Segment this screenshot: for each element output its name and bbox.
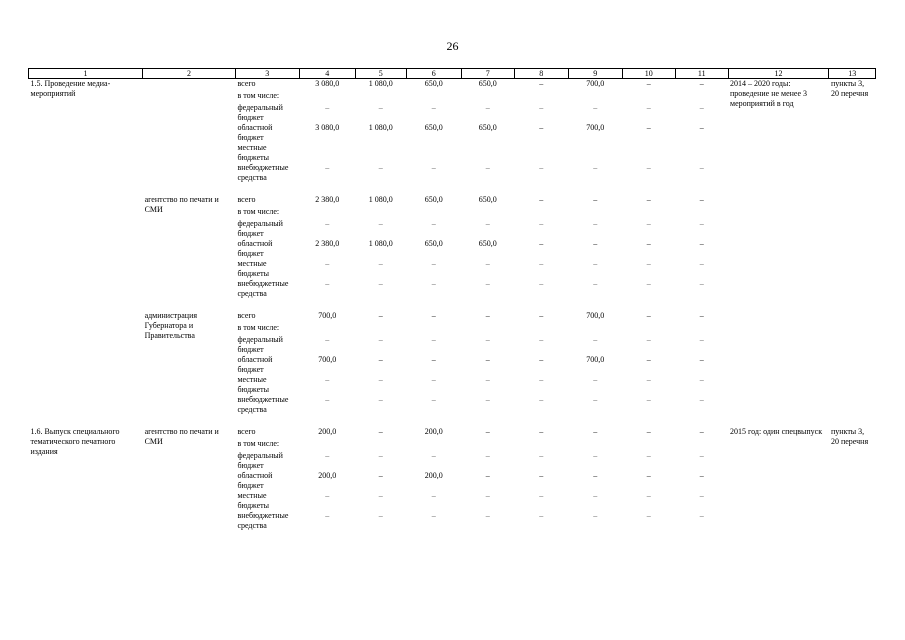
executor-cell: администрация Губернатора и Правительства [144, 310, 198, 340]
column-number-8: 8 [514, 69, 569, 79]
value-cell-col-8: – [539, 194, 544, 204]
value-cell-col-11 [676, 143, 728, 163]
value-cell-col-6: 650,0 [424, 79, 443, 88]
value-cell-col-5: – [378, 354, 383, 364]
value-cell-col-5: – [378, 374, 383, 384]
value-cell-col-9: 700,0 [586, 310, 605, 320]
value-cell-col-5: – [378, 510, 383, 520]
value-cell-col-7 [462, 439, 514, 451]
value-cell-col-9: – [593, 194, 598, 204]
value-cell-col-5: 1 080,0 [368, 194, 393, 204]
value-cell-col-8: – [539, 394, 544, 404]
value-cell-col-6: – [431, 258, 436, 268]
value-cell-col-9: – [593, 162, 598, 172]
value-cell-col-7: – [485, 278, 490, 288]
value-cell-col-4: – [325, 510, 330, 520]
value-cell-col-4: 3 080,0 [315, 122, 340, 132]
value-cell-col-6: – [431, 394, 436, 404]
value-cell-col-10: – [646, 278, 651, 288]
value-cell-col-10: – [646, 122, 651, 132]
value-cell-col-8 [514, 91, 569, 103]
value-cell-col-7: – [485, 310, 490, 320]
expected-result-cell: 2015 год: один спецвыпуск [730, 426, 823, 436]
value-cell-col-8: – [539, 450, 544, 460]
value-cell-col-8: – [539, 334, 544, 344]
value-cell-col-5 [356, 323, 406, 335]
value-cell-col-6 [406, 143, 462, 163]
value-cell-col-10 [622, 91, 676, 103]
column-number-2: 2 [143, 69, 236, 79]
value-cell-col-11: – [699, 278, 704, 288]
value-cell-col-6 [406, 91, 462, 103]
value-cell-col-11: – [699, 470, 704, 480]
value-cell-col-10: – [646, 470, 651, 480]
value-cell-col-9: 700,0 [586, 122, 605, 132]
value-cell-col-7: 650,0 [478, 122, 497, 132]
funding-source-label: федеральный бюджет [237, 218, 283, 238]
measure-name-cell: 1.5. Проведение медиа-мероприятий [30, 79, 111, 98]
value-cell-col-4: 2 380,0 [315, 194, 340, 204]
funding-source-label: областной бюджет [237, 122, 273, 142]
value-cell-col-10: – [646, 394, 651, 404]
value-cell-col-7: – [485, 490, 490, 500]
value-cell-col-10: – [646, 218, 651, 228]
value-cell-col-9: – [593, 102, 598, 112]
value-cell-col-4: – [325, 218, 330, 228]
value-cell-col-4: 700,0 [318, 354, 337, 364]
group-spacer-cell [29, 299, 876, 311]
value-cell-col-11 [676, 207, 728, 219]
funding-source-label: областной бюджет [237, 470, 273, 490]
value-cell-col-8: – [539, 374, 544, 384]
value-cell-col-7 [462, 323, 514, 335]
expected-result-cell: 2014 – 2020 годы: проведение не менее 3 мероприятий в год [730, 79, 808, 108]
value-cell-col-9: – [593, 238, 598, 248]
value-cell-col-8: – [539, 79, 544, 88]
table-row [29, 311, 876, 323]
column-number-5: 5 [356, 69, 406, 79]
value-cell-col-4: 200,0 [318, 470, 337, 480]
value-cell-col-4: 200,0 [318, 426, 337, 436]
value-cell-col-4: 3 080,0 [315, 79, 340, 88]
column-number-4: 4 [299, 69, 356, 79]
reference-cell [829, 311, 876, 415]
value-cell-col-10: – [646, 258, 651, 268]
value-cell-col-6: – [431, 162, 436, 172]
column-number-row [29, 69, 876, 79]
value-cell-col-9: 700,0 [586, 79, 605, 88]
value-cell-col-5: – [378, 218, 383, 228]
value-cell-col-9 [569, 323, 623, 335]
page-number: 26 [446, 39, 459, 53]
value-cell-col-7: 650,0 [478, 79, 497, 88]
value-cell-col-6: 650,0 [424, 238, 443, 248]
value-cell-col-8: – [539, 102, 544, 112]
executor-cell: агентство по печати и СМИ [144, 426, 219, 446]
value-cell-col-9: – [593, 470, 598, 480]
funding-source-label: федеральный бюджет [237, 102, 283, 122]
column-number-3: 3 [235, 69, 299, 79]
value-cell-col-7: – [485, 334, 490, 344]
value-cell-col-5 [356, 143, 406, 163]
value-cell-col-4: – [325, 278, 330, 288]
value-cell-col-10: – [646, 374, 651, 384]
value-cell-col-5: – [378, 102, 383, 112]
value-cell-col-4 [299, 439, 356, 451]
table-header [29, 69, 876, 79]
funding-source-label: всего [237, 194, 256, 204]
value-cell-col-11: – [699, 310, 704, 320]
value-cell-col-11: – [699, 450, 704, 460]
value-cell-col-5: – [378, 258, 383, 268]
value-cell-col-8 [514, 439, 569, 451]
value-cell-col-10 [622, 143, 676, 163]
value-cell-col-11 [676, 439, 728, 451]
table-row [29, 79, 876, 91]
value-cell-col-11: – [699, 258, 704, 268]
funding-source-label: внебюджетные средства [237, 162, 289, 182]
value-cell-col-4: – [325, 450, 330, 460]
value-cell-col-6: – [431, 310, 436, 320]
column-number-11: 11 [676, 69, 728, 79]
value-cell-col-9: – [593, 334, 598, 344]
value-cell-col-9: – [593, 394, 598, 404]
executor-cell [143, 79, 236, 183]
value-cell-col-9: – [593, 510, 598, 520]
value-cell-col-11: – [699, 510, 704, 520]
funding-source-label: внебюджетные средства [237, 510, 289, 530]
funding-source-label: федеральный бюджет [237, 450, 283, 470]
budget-table [28, 68, 876, 531]
value-cell-col-9: – [593, 490, 598, 500]
value-cell-col-7: – [485, 470, 490, 480]
value-cell-col-6: – [431, 490, 436, 500]
value-cell-col-7: – [485, 258, 490, 268]
value-cell-col-7: – [485, 162, 490, 172]
value-cell-col-9 [569, 143, 623, 163]
executor-cell: агентство по печати и СМИ [144, 194, 219, 214]
value-cell-col-6: – [431, 102, 436, 112]
value-cell-col-4 [299, 323, 356, 335]
value-cell-col-10: – [646, 102, 651, 112]
value-cell-col-5: – [378, 394, 383, 404]
value-cell-col-8 [514, 207, 569, 219]
value-cell-col-4: – [325, 374, 330, 384]
group-spacer [29, 183, 876, 195]
value-cell-col-11: – [699, 354, 704, 364]
value-cell-col-5 [356, 207, 406, 219]
value-cell-col-7 [462, 207, 514, 219]
value-cell-col-7: – [485, 426, 490, 436]
value-cell-col-6 [406, 207, 462, 219]
value-cell-col-8: – [539, 238, 544, 248]
value-cell-col-5: – [378, 278, 383, 288]
value-cell-col-5: – [378, 162, 383, 172]
funding-source-label: в том числе: [237, 90, 280, 100]
value-cell-col-8: – [539, 218, 544, 228]
value-cell-col-8: – [539, 122, 544, 132]
value-cell-col-11: – [699, 194, 704, 204]
value-cell-col-9: – [593, 258, 598, 268]
value-cell-col-10: – [646, 510, 651, 520]
reference-cell [829, 195, 876, 299]
value-cell-col-6: 650,0 [424, 122, 443, 132]
value-cell-col-6: 200,0 [424, 470, 443, 480]
value-cell-col-11: – [699, 490, 704, 500]
value-cell-col-11: – [699, 218, 704, 228]
value-cell-col-7: – [485, 394, 490, 404]
value-cell-col-8: – [539, 310, 544, 320]
group-spacer [29, 299, 876, 311]
column-number-13: 13 [829, 69, 876, 79]
value-cell-col-10: – [646, 162, 651, 172]
value-cell-col-7 [462, 91, 514, 103]
value-cell-col-4: – [325, 162, 330, 172]
value-cell-col-5: – [378, 470, 383, 480]
value-cell-col-9: – [593, 426, 598, 436]
value-cell-col-10: – [646, 490, 651, 500]
value-cell-col-7 [462, 143, 514, 163]
expected-result-cell [728, 311, 829, 415]
value-cell-col-11: – [699, 102, 704, 112]
value-cell-col-9: – [593, 278, 598, 288]
funding-source-label: внебюджетные средства [237, 394, 289, 414]
value-cell-col-10: – [646, 310, 651, 320]
value-cell-col-7: – [485, 374, 490, 384]
value-cell-col-6 [406, 323, 462, 335]
expected-result-cell [728, 195, 829, 299]
value-cell-col-11: – [699, 374, 704, 384]
value-cell-col-7: – [485, 102, 490, 112]
funding-source-label: в том числе: [237, 438, 280, 448]
funding-source-label: областной бюджет [237, 354, 273, 374]
value-cell-col-11: – [699, 162, 704, 172]
value-cell-col-6: – [431, 450, 436, 460]
column-number-6: 6 [406, 69, 462, 79]
value-cell-col-7: – [485, 354, 490, 364]
value-cell-col-4 [299, 143, 356, 163]
funding-source-label: местные бюджеты [237, 258, 269, 278]
value-cell-col-9 [569, 91, 623, 103]
funding-source-label: местные бюджеты [237, 142, 269, 162]
value-cell-col-11: – [699, 426, 704, 436]
value-cell-col-5: – [378, 490, 383, 500]
value-cell-col-6: – [431, 510, 436, 520]
value-cell-col-7: 650,0 [478, 238, 497, 248]
column-number-1: 1 [29, 69, 143, 79]
value-cell-col-5: – [378, 450, 383, 460]
value-cell-col-11: – [699, 394, 704, 404]
value-cell-col-5 [356, 439, 406, 451]
value-cell-col-10: – [646, 354, 651, 364]
value-cell-col-5: 1 080,0 [368, 122, 393, 132]
value-cell-col-9 [569, 207, 623, 219]
column-number-7: 7 [462, 69, 514, 79]
value-cell-col-7: 650,0 [478, 194, 497, 204]
value-cell-col-7: – [485, 510, 490, 520]
value-cell-col-10: – [646, 426, 651, 436]
value-cell-col-10: – [646, 334, 651, 344]
value-cell-col-7: – [485, 450, 490, 460]
funding-source-label: всего [237, 79, 256, 88]
value-cell-col-10: – [646, 79, 651, 88]
value-cell-col-11 [676, 323, 728, 335]
value-cell-col-4 [299, 91, 356, 103]
value-cell-col-4: – [325, 258, 330, 268]
reference-cell: пункты 3, 20 перечня [830, 426, 869, 446]
value-cell-col-10: – [646, 450, 651, 460]
value-cell-col-8 [514, 143, 569, 163]
value-cell-col-6: – [431, 334, 436, 344]
value-cell-col-8: – [539, 278, 544, 288]
measure-name-cell [29, 311, 143, 415]
value-cell-col-6: – [431, 374, 436, 384]
group-spacer [29, 415, 876, 427]
value-cell-col-4: – [325, 394, 330, 404]
funding-source-label: федеральный бюджет [237, 334, 283, 354]
table-body [29, 79, 876, 531]
value-cell-col-9 [569, 439, 623, 451]
value-cell-col-10 [622, 439, 676, 451]
value-cell-col-4: – [325, 490, 330, 500]
value-cell-col-5 [356, 91, 406, 103]
value-cell-col-6: – [431, 218, 436, 228]
funding-source-label: в том числе: [237, 206, 280, 216]
funding-source-label: всего [237, 310, 256, 320]
value-cell-col-6: – [431, 278, 436, 288]
value-cell-col-11: – [699, 122, 704, 132]
value-cell-col-4: – [325, 102, 330, 112]
value-cell-col-10 [622, 323, 676, 335]
table-row [29, 195, 876, 207]
value-cell-col-8: – [539, 490, 544, 500]
value-cell-col-8: – [539, 354, 544, 364]
value-cell-col-6: 200,0 [424, 426, 443, 436]
value-cell-col-8: – [539, 470, 544, 480]
value-cell-col-10: – [646, 238, 651, 248]
column-number-9: 9 [569, 69, 623, 79]
table-row [29, 427, 876, 439]
value-cell-col-8: – [539, 258, 544, 268]
value-cell-col-11 [676, 91, 728, 103]
value-cell-col-9: – [593, 218, 598, 228]
value-cell-col-5: – [378, 334, 383, 344]
value-cell-col-6: 650,0 [424, 194, 443, 204]
value-cell-col-6: – [431, 354, 436, 364]
value-cell-col-4 [299, 207, 356, 219]
funding-source-label: областной бюджет [237, 238, 273, 258]
value-cell-col-4: 700,0 [318, 310, 337, 320]
reference-cell: пункты 3, 20 перечня [830, 79, 869, 98]
value-cell-col-7: – [485, 218, 490, 228]
column-number-10: 10 [622, 69, 676, 79]
funding-source-label: местные бюджеты [237, 490, 269, 510]
value-cell-col-4: – [325, 334, 330, 344]
value-cell-col-10: – [646, 194, 651, 204]
value-cell-col-11: – [699, 334, 704, 344]
value-cell-col-8: – [539, 510, 544, 520]
value-cell-col-9: – [593, 450, 598, 460]
value-cell-col-8: – [539, 426, 544, 436]
value-cell-col-5: – [378, 426, 383, 436]
value-cell-col-9: 700,0 [586, 354, 605, 364]
funding-source-label: в том числе: [237, 322, 280, 332]
group-spacer-cell [29, 183, 876, 195]
value-cell-col-6 [406, 439, 462, 451]
value-cell-col-11: – [699, 238, 704, 248]
column-number-12: 12 [728, 69, 829, 79]
funding-source-label: внебюджетные средства [237, 278, 289, 298]
measure-name-cell [29, 195, 143, 299]
value-cell-col-5: – [378, 310, 383, 320]
funding-source-label: всего [237, 426, 256, 436]
group-spacer-cell [29, 415, 876, 427]
value-cell-col-8 [514, 323, 569, 335]
measure-name-cell: 1.6. Выпуск специального тематического печатного издания [30, 426, 120, 456]
value-cell-col-4: 2 380,0 [315, 238, 340, 248]
value-cell-col-5: 1 080,0 [368, 79, 393, 88]
funding-source-label: местные бюджеты [237, 374, 269, 394]
value-cell-col-8: – [539, 162, 544, 172]
value-cell-col-5: 1 080,0 [368, 238, 393, 248]
value-cell-col-10 [622, 207, 676, 219]
value-cell-col-11: – [699, 79, 704, 88]
value-cell-col-9: – [593, 374, 598, 384]
